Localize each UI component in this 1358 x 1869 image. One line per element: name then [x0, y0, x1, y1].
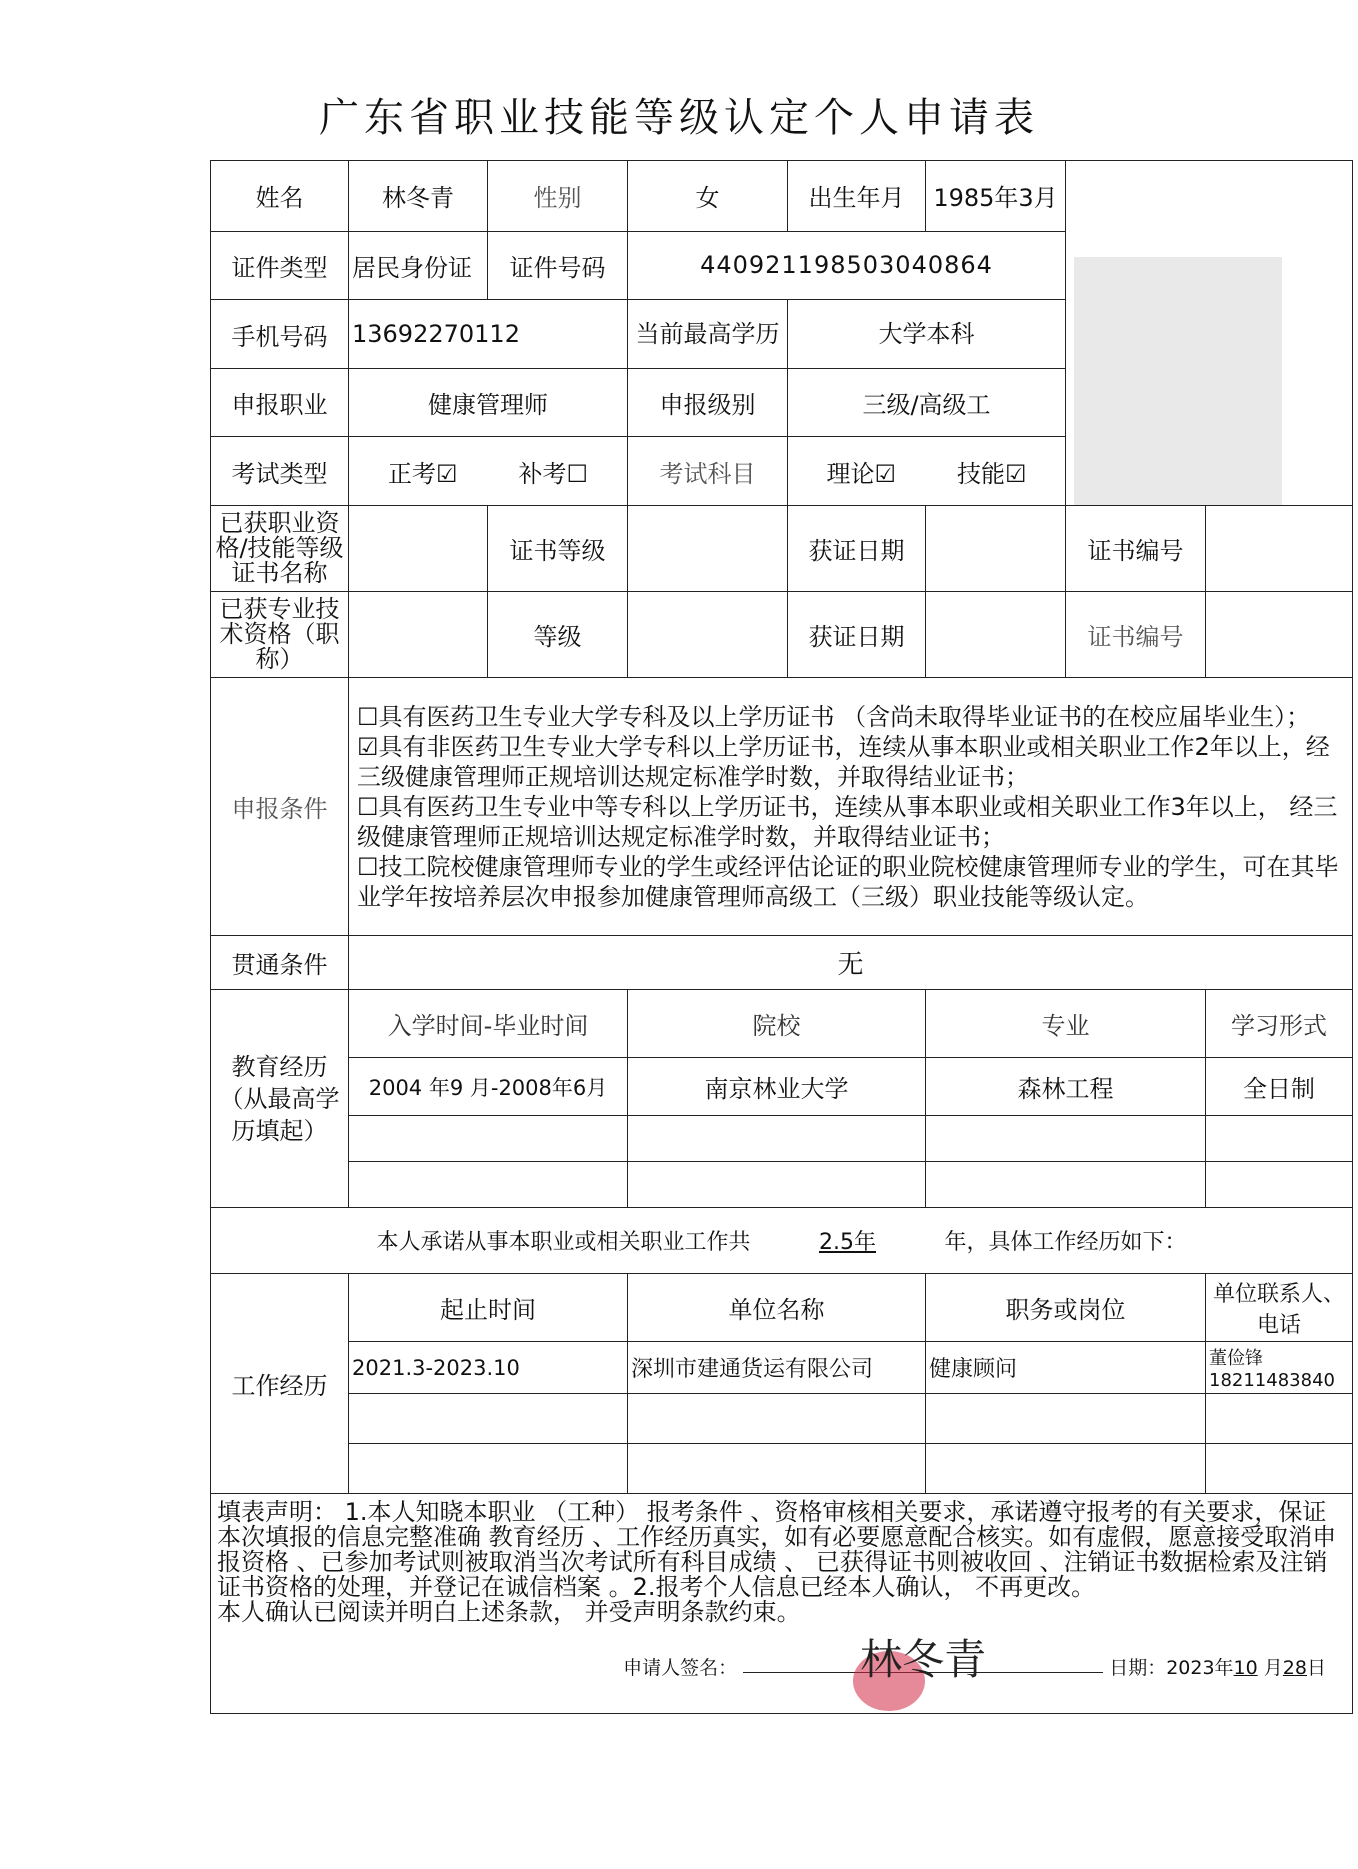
form-title: 广东省职业技能等级认定个人申请表: [319, 95, 1039, 141]
job-label: 申报职业: [211, 368, 349, 437]
idtype-value: 居民身份证: [349, 231, 488, 300]
cert-name-value: [349, 506, 488, 592]
promise-suffix: 年，具体工作经历如下：: [944, 1230, 1187, 1255]
signature: [743, 1635, 1103, 1684]
cert-no-label: 证书编号: [1066, 506, 1206, 592]
edu-row-empty: [349, 1162, 628, 1208]
edu-row-empty: [628, 1162, 926, 1208]
work-row-empty: [628, 1394, 926, 1444]
exam-option-regular[interactable]: 正考☑: [387, 459, 458, 488]
work-row-contact: 董俭锋18211483840: [1206, 1342, 1353, 1394]
edu-row-time: 2004 年9 月-2008年6月: [349, 1058, 628, 1116]
birth-value: 1985年3月: [926, 161, 1066, 232]
subject-options: [788, 437, 1066, 506]
edu-label: 当前最高学历: [628, 300, 788, 369]
conditions-list: [349, 678, 1353, 936]
date-day: 28: [1282, 1657, 1307, 1679]
work-row-time: 2021.3-2023.10: [349, 1342, 628, 1394]
cert-grade-value: [628, 506, 788, 592]
work-row-empty: [349, 1444, 628, 1494]
name-label: 姓名: [211, 161, 349, 232]
exam-type-label: 考试类型: [211, 437, 349, 506]
gender-value: 女: [628, 161, 788, 232]
work-row-position: 健康顾问: [926, 1342, 1206, 1394]
date-month-unit: 月: [1263, 1657, 1283, 1679]
signature-label: 申请人签名：: [623, 1657, 738, 1679]
work-label: 工作经历: [211, 1274, 349, 1494]
edu-row-empty: [1206, 1162, 1353, 1208]
declaration-text: 填表声明： 1.本人知晓本职业 （工种） 报考条件 、资格审核相关要求，承诺遵守报考的有关要求，保证本次填报的信息完整准确 教育经历 、工作经历真实，如有必要愿意配合核实。如有虚假，愿意接受取消申报资格 、已参加考试则被取消当次考试所有科目成绩 、 已获得证书则被收回 、注销证书数据检索及注销证书资格的处理，并登记在诚信档案 。2.报考个人信息已经本人确认， 不再更改。: [217, 1498, 1337, 1601]
phone-label: 手机号码: [211, 300, 349, 369]
edu-row-empty: [926, 1116, 1206, 1162]
signature-line: [217, 1635, 1346, 1684]
work-row-empty: [1206, 1394, 1353, 1444]
subject-label: 考试科目: [628, 437, 788, 506]
title-cert-label: 已获专业技术资格（职称）: [211, 592, 349, 678]
condition-item[interactable]: ☐具有医药卫生专业大学专科及以上学历证书 （含尚未取得毕业证书的在校应届毕业生）；: [357, 702, 1311, 731]
date-label: 日期：2023年: [1109, 1657, 1234, 1679]
through-label: 贯通条件: [211, 936, 349, 990]
education-label: 教育经历（从最高学历填起）: [211, 990, 349, 1208]
birth-label: 出生年月: [788, 161, 926, 232]
edu-header-major: 专业: [926, 990, 1206, 1058]
cert-grade-label: 证书等级: [488, 506, 628, 592]
edu-row-empty: [1206, 1116, 1353, 1162]
job-value: 健康管理师: [349, 368, 628, 437]
subject-option-skill[interactable]: 技能☑: [957, 459, 1027, 488]
work-header-position: 职务或岗位: [926, 1274, 1206, 1342]
work-row-empty: [926, 1444, 1206, 1494]
level-value: 三级/高级工: [788, 368, 1066, 437]
idno-label: 证件号码: [488, 231, 628, 300]
condition-item[interactable]: ☑具有非医药卫生专业大学专科以上学历证书，连续从事本职业或相关职业工作2年以上，经三级健康管理师正规培训达规定标准学时数，并取得结业证书；: [357, 732, 1330, 791]
edu-row-form: 全日制: [1206, 1058, 1353, 1116]
work-header-contact: 单位联系人、电话: [1206, 1274, 1353, 1342]
title-certno-value: [1206, 592, 1353, 678]
exam-option-makeup[interactable]: 补考☐: [518, 459, 589, 488]
idno-value: 440921198503040864: [628, 231, 1066, 300]
edu-header-form: 学习形式: [1206, 990, 1353, 1058]
level-label: 申报级别: [628, 368, 788, 437]
edu-header-time: 入学时间-毕业时间: [349, 990, 628, 1058]
edu-row-empty: [349, 1116, 628, 1162]
condition-item[interactable]: ☐技工院校健康管理师专业的学生或经评估论证的职业院校健康管理师专业的学生，可在其毕业学年按培养层次申报参加健康管理师高级工（三级）职业技能等级认定。: [357, 852, 1339, 911]
edu-header-school: 院校: [628, 990, 926, 1058]
exam-type-options: [349, 437, 628, 506]
edu-value: 大学本科: [788, 300, 1066, 369]
title-certno-label: 证书编号: [1066, 592, 1206, 678]
edu-row-empty: [628, 1116, 926, 1162]
date-month: 10: [1233, 1657, 1258, 1679]
cert-date-label: 获证日期: [788, 506, 926, 592]
declaration-confirm: 本人确认已阅读并明白上述条款， 并受声明条款约束。: [217, 1598, 801, 1626]
gender-label: 性别: [488, 161, 628, 232]
title-date-label: 获证日期: [788, 592, 926, 678]
work-row-empty: [926, 1394, 1206, 1444]
condition-item[interactable]: ☐具有医药卫生专业中等专科以上学历证书，连续从事本职业或相关职业工作3年以上， 经三级健康管理师正规培训达规定标准学时数，并取得结业证书；: [357, 792, 1338, 851]
photo-cell: [1066, 161, 1353, 506]
title-grade-label: 等级: [488, 592, 628, 678]
work-row-company: 深圳市建通货运有限公司: [628, 1342, 926, 1394]
title-date-value: [926, 592, 1066, 678]
work-row-empty: [1206, 1444, 1353, 1494]
work-promise: [211, 1208, 1353, 1274]
promise-years: 2.5年: [819, 1230, 876, 1255]
title-grade-value: [628, 592, 788, 678]
date-day-unit: 日: [1306, 1657, 1326, 1679]
work-row-empty: [349, 1394, 628, 1444]
work-header-company: 单位名称: [628, 1274, 926, 1342]
edu-row-major: 森林工程: [926, 1058, 1206, 1116]
phone-value: 13692270112: [349, 300, 628, 369]
subject-option-theory[interactable]: 理论☑: [826, 459, 896, 488]
cert-date-value: [926, 506, 1066, 592]
work-row-empty: [628, 1444, 926, 1494]
conditions-label: 申报条件: [211, 678, 349, 936]
edu-row-empty: [926, 1162, 1206, 1208]
title-cert-value: [349, 592, 488, 678]
work-header-time: 起止时间: [349, 1274, 628, 1342]
signature-text: 林冬青: [860, 1635, 987, 1684]
application-form: [210, 160, 1353, 1714]
name-value: 林冬青: [349, 161, 488, 232]
cert-name-label: 已获职业资格/技能等级证书名称: [211, 506, 349, 592]
idtype-label: 证件类型: [211, 231, 349, 300]
applicant-photo: [1074, 257, 1282, 505]
promise-prefix: 本人承诺从事本职业或相关职业工作共: [376, 1230, 751, 1255]
through-value: 无: [349, 936, 1353, 990]
edu-row-school: 南京林业大学: [628, 1058, 926, 1116]
declaration: [211, 1494, 1353, 1714]
cert-no-value: [1206, 506, 1353, 592]
